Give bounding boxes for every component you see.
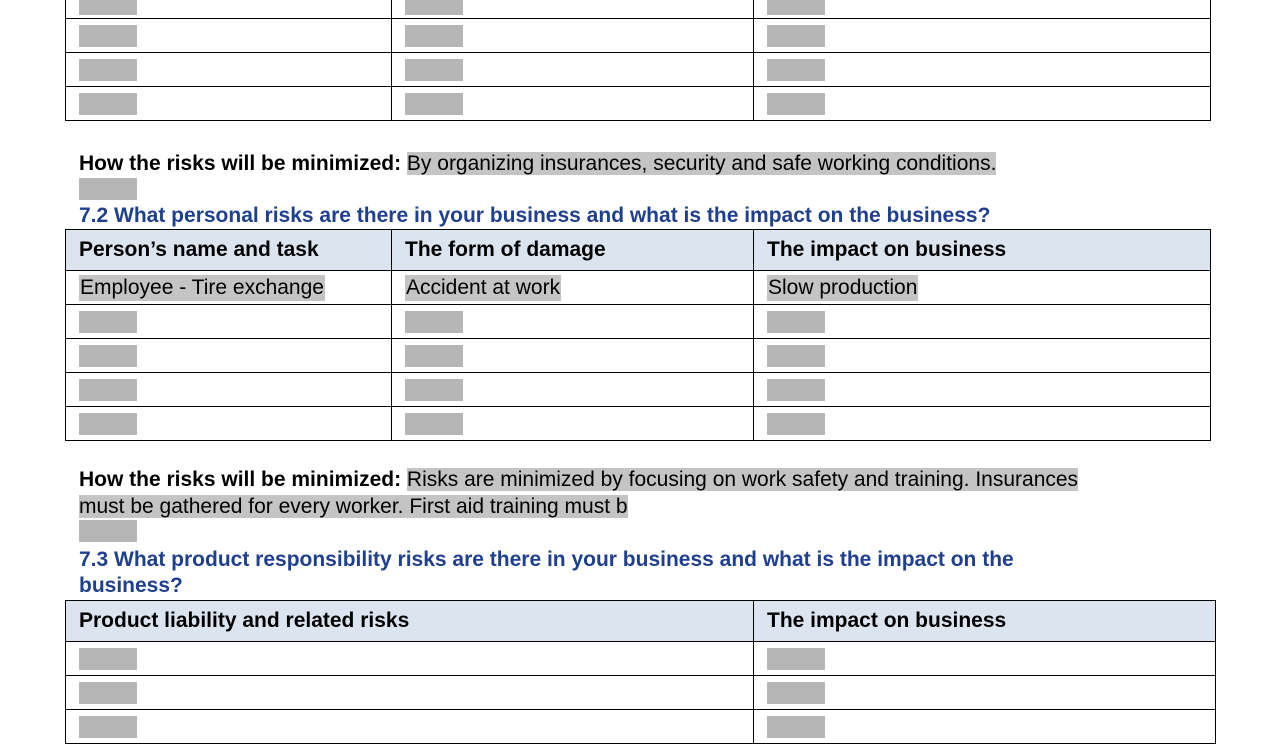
form-field[interactable] — [405, 59, 463, 81]
section-heading-72: 7.2 What personal risks are there in your business and what is the impact on the business? — [79, 204, 991, 227]
table-row — [66, 305, 1211, 339]
form-field[interactable] — [79, 379, 137, 401]
form-field[interactable] — [79, 682, 137, 704]
form-field[interactable] — [405, 0, 463, 15]
table-row — [66, 339, 1211, 373]
form-field[interactable] — [767, 716, 825, 738]
form-field[interactable] — [405, 345, 463, 367]
table-cell[interactable]: Accident at work — [406, 275, 561, 299]
form-field[interactable] — [405, 93, 463, 115]
form-field[interactable] — [405, 379, 463, 401]
form-field[interactable] — [767, 682, 825, 704]
table-header-row — [66, 230, 1211, 271]
table-cell[interactable]: Slow production — [768, 275, 918, 299]
table-row — [66, 19, 1211, 53]
table-row — [66, 53, 1211, 87]
form-field[interactable] — [767, 413, 825, 435]
form-field[interactable] — [79, 413, 137, 435]
table-row — [66, 407, 1211, 441]
form-field[interactable] — [79, 178, 137, 200]
column-header: Person’s name and task — [79, 238, 319, 261]
minimize-paragraph-72 — [79, 466, 1199, 520]
form-field[interactable] — [767, 648, 825, 670]
risk-table-73 — [65, 600, 1216, 744]
column-header: Product liability and related risks — [79, 609, 410, 632]
minimize-label: How the risks will be minimized: — [79, 468, 402, 491]
risk-table-71 — [65, 0, 1211, 121]
table-header-row — [66, 601, 1216, 642]
table-row — [66, 710, 1216, 744]
form-field[interactable] — [79, 0, 137, 15]
table-row — [66, 676, 1216, 710]
form-field[interactable] — [79, 311, 137, 333]
form-field[interactable] — [767, 311, 825, 333]
section-heading-73-line1: 7.3 What product responsibility risks are there in your business and what is the impact on the — [79, 548, 1014, 571]
form-field[interactable] — [767, 345, 825, 367]
form-field[interactable] — [767, 59, 825, 81]
table-row — [66, 271, 1211, 305]
form-field[interactable] — [767, 0, 825, 15]
form-field[interactable] — [79, 93, 137, 115]
form-field[interactable] — [79, 648, 137, 670]
table-cell[interactable]: Employee - Tire exchange — [80, 275, 324, 299]
form-field[interactable] — [79, 59, 137, 81]
form-field[interactable] — [405, 413, 463, 435]
column-header: The impact on business — [767, 238, 1007, 261]
table-row — [66, 642, 1216, 676]
form-field[interactable] — [79, 520, 137, 542]
form-field[interactable] — [405, 311, 463, 333]
minimize-paragraph-71 — [79, 150, 1199, 177]
form-field[interactable] — [79, 25, 137, 47]
minimize-label: How the risks will be minimized: — [79, 152, 402, 175]
column-header: The form of damage — [405, 238, 606, 261]
table-row — [66, 87, 1211, 121]
table-row — [66, 0, 1211, 19]
form-field[interactable] — [79, 716, 137, 738]
table-row — [66, 373, 1211, 407]
minimize-answer-line2[interactable]: must be gathered for every worker. First aid training must b — [79, 495, 628, 518]
form-field[interactable] — [767, 379, 825, 401]
risk-table-72 — [65, 229, 1211, 441]
form-field[interactable] — [405, 25, 463, 47]
minimize-answer-line1[interactable]: Risks are minimized by focusing on work safety and training. Insurances — [406, 468, 1079, 491]
form-field[interactable] — [767, 93, 825, 115]
section-heading-73 — [79, 547, 1179, 599]
form-field[interactable] — [79, 345, 137, 367]
column-header: The impact on business — [767, 609, 1007, 632]
minimize-answer[interactable]: By organizing insurances, security and safe working conditions. — [406, 152, 997, 175]
section-heading-73-line2: business? — [79, 574, 183, 597]
form-field[interactable] — [767, 25, 825, 47]
